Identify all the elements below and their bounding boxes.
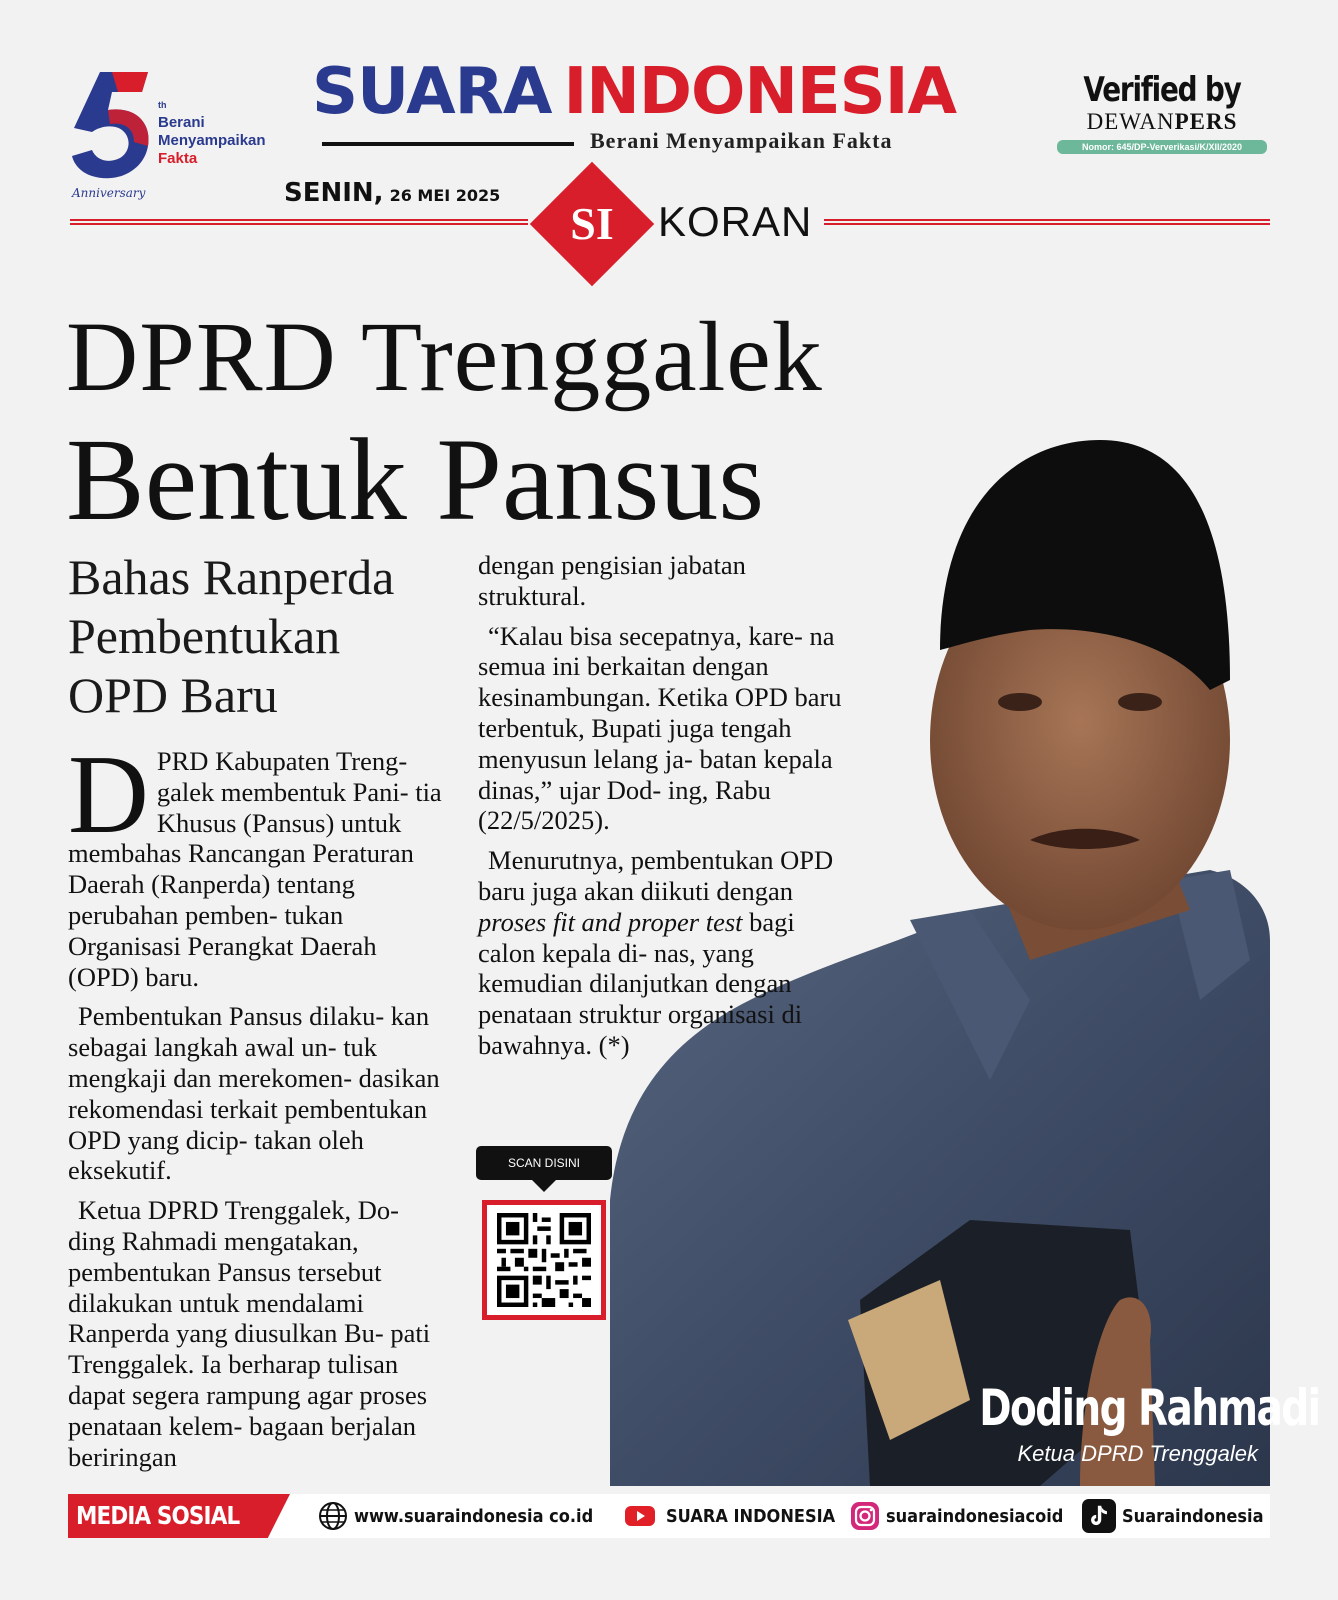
article-column-1 <box>68 733 446 1481</box>
paragraph-1 <box>68 733 446 992</box>
paragraph-4: dengan pengisian jabatan struktural. <box>478 550 746 611</box>
verified-line1: Verified by <box>1083 70 1241 110</box>
deck-line-3: OPD Baru <box>68 667 278 723</box>
verification-number: Nomor: 645/DP-Ververikasi/K/XII/2020 <box>1057 140 1267 154</box>
headline-line-1: DPRD Trenggalek <box>66 301 823 412</box>
masthead-name-part1: SUARA <box>312 55 552 129</box>
dropcap: D <box>68 733 149 857</box>
header-rule-left <box>70 219 528 225</box>
anniversary-script: Anniversary <box>72 186 146 200</box>
pers-text: PERS <box>1174 109 1238 134</box>
section-label: KORAN <box>658 198 813 245</box>
scan-pointer-icon <box>530 1178 558 1192</box>
deck-line-1: Bahas Ranperda <box>68 549 395 605</box>
footer-website[interactable] <box>318 1494 620 1538</box>
dateline <box>284 178 500 208</box>
photo-caption-role: Ketua DPRD Trenggalek <box>1017 1441 1258 1466</box>
media-sosial-label: MEDIA SOSIAL <box>76 1501 240 1530</box>
footer-website-text: www.suaraindonesia co.id <box>354 1505 594 1527</box>
footer-tiktok-text: Suaraindonesia <box>1122 1505 1264 1527</box>
anniversary-tagline <box>158 114 266 168</box>
article-column-2 <box>478 550 856 1070</box>
tagline-line-3: Fakta <box>158 150 198 167</box>
paragraph-2: Pembentukan Pansus dilaku- kan sebagai langkah awal un- tuk mengkaji dan merekomen- dasikan rekomendasi terkait pembentukan OPD yang dicip- takan oleh eksekutif. <box>68 1001 440 1186</box>
scan-button[interactable]: SCAN DISINI <box>476 1146 612 1180</box>
paragraph-6 <box>478 845 856 1061</box>
paragraph-6-text-b: bagi calon kepala di- nas, yang kemudian dilanjutkan dengan penataan struktur organisasi di bawahnya. (*) <box>478 906 803 1060</box>
qr-code[interactable] <box>482 1200 606 1320</box>
masthead-name-part2: INDONESIA <box>563 55 957 129</box>
footer-youtube[interactable] <box>620 1494 854 1538</box>
masthead <box>312 56 1027 156</box>
paragraph-3: Ketua DPRD Trenggalek, Do- ding Rahmadi mengatakan, pembentukan Pansus tersebut dilakukan untuk mendalami Ranperda yang diusulkan Bu- pati Trenggalek. Ia berharap tulisan dapat segera rampung agar proses penataan kelem- bagaan berjalan beriringan <box>68 1195 431 1472</box>
five-anniversary-icon <box>70 66 160 186</box>
headline-line-2: Bentuk Pansus <box>66 414 765 545</box>
anniversary-suffix: th <box>158 100 167 110</box>
tagline-line-2: Menyampaikan <box>158 132 266 149</box>
dewan-pers <box>1054 110 1270 134</box>
footer-tiktok[interactable] <box>1082 1494 1279 1538</box>
paragraph-5: “Kalau bisa secepatnya, kare- na semua ini berkaitan dengan kesinambungan. Ketika OPD baru terbentuk, Bupati juga tengah menyusun lelang ja- batan kepala dinas,” ujar Dod- ing, Rabu (22/5/2025). <box>478 620 842 836</box>
tiktok-icon <box>1082 1499 1116 1533</box>
paragraph-1-text: PRD Kabupaten Treng- galek membentuk Pani- tia Khusus (Pansus) untuk membahas Rancangan Peraturan Daerah (Ranperda) tentang perubahan pemben- tukan Organisasi Perangkat Daerah (OPD) baru. <box>68 746 442 992</box>
dewan-text: DEWAN <box>1086 109 1175 134</box>
photo-caption-name: Doding Rahmadi <box>979 1379 1320 1437</box>
masthead-rule <box>322 142 574 146</box>
dateline-date: 26 MEI 2025 <box>389 186 501 205</box>
youtube-icon <box>620 1501 660 1531</box>
masthead-title <box>312 56 1027 128</box>
footer-youtube-text: SUARA INDONESIA <box>666 1505 836 1527</box>
header-rule-right <box>824 219 1270 225</box>
paragraph-6-text-a: Menurutnya, pembentukan OPD baru juga akan diikuti dengan <box>478 845 834 906</box>
qr-code-icon <box>495 1213 593 1307</box>
paragraph-6-italic: proses fit and proper test <box>478 906 743 937</box>
masthead-slogan: Berani Menyampaikan Fakta <box>590 128 893 153</box>
deck-line-2: Pembentukan <box>68 608 341 664</box>
deck <box>68 548 458 725</box>
anniversary-logo <box>70 66 290 216</box>
si-badge: SI <box>570 198 614 249</box>
tagline-line-1: Berani <box>158 114 205 131</box>
globe-icon <box>318 1501 348 1531</box>
footer-instagram[interactable] <box>850 1494 1083 1538</box>
verified-badge <box>1054 70 1270 166</box>
dateline-day: SENIN, <box>284 178 384 208</box>
footer-instagram-text: suaraindonesiacoid <box>886 1505 1064 1527</box>
instagram-icon <box>850 1501 880 1531</box>
